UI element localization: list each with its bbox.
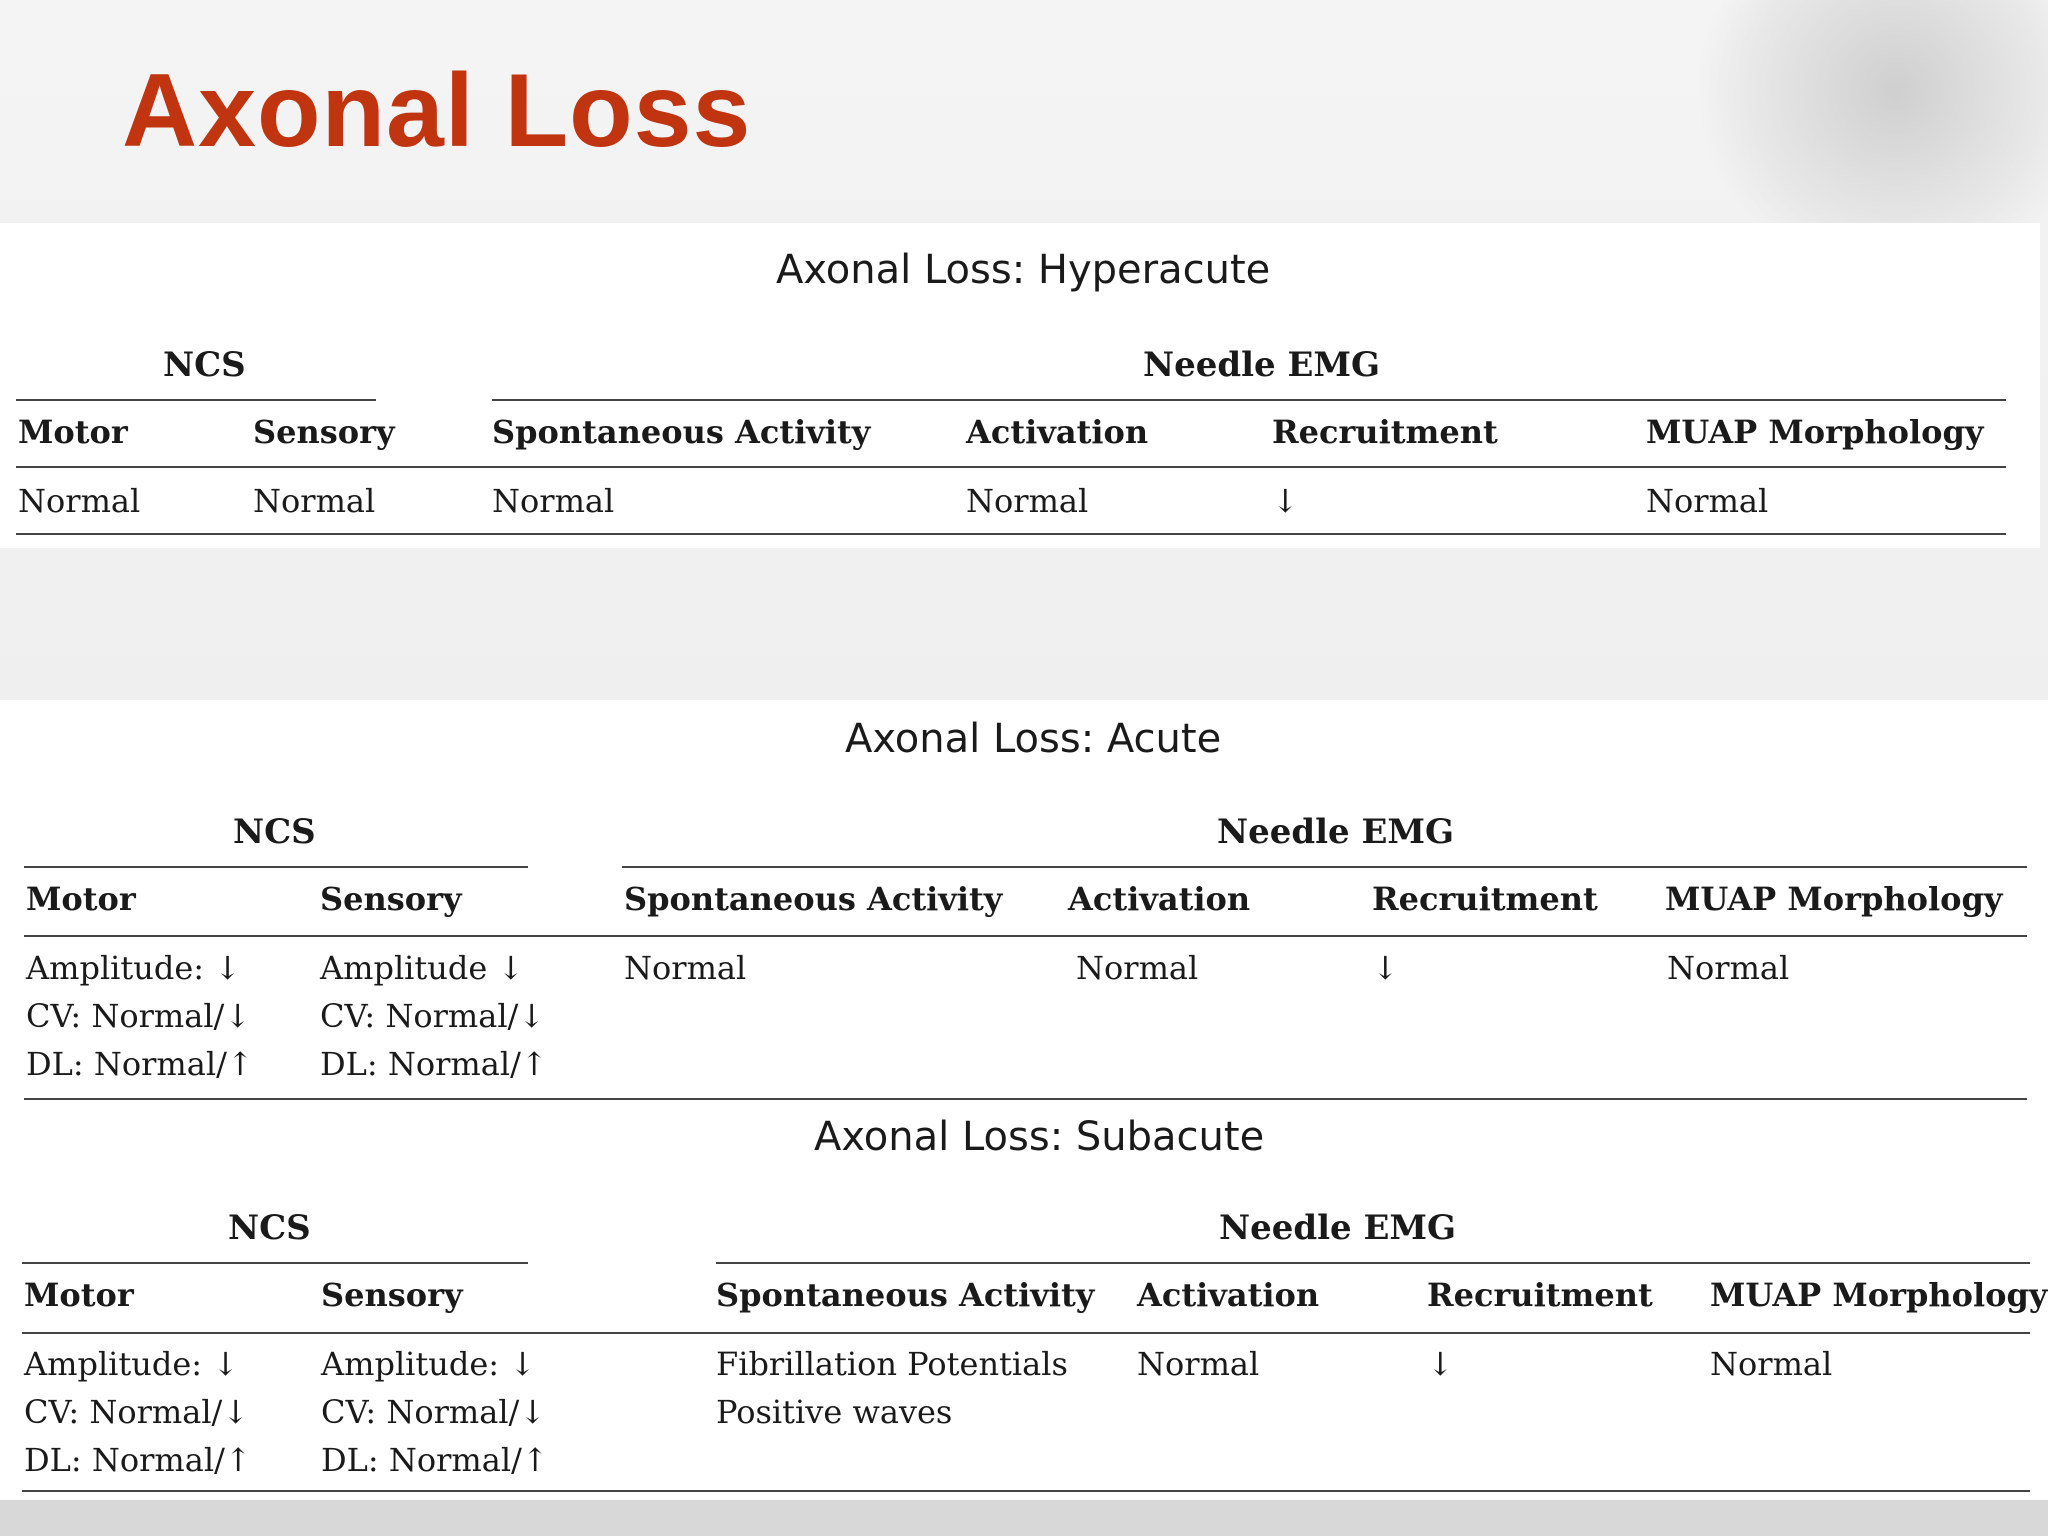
cell-recruitment: ↓ — [1372, 949, 1399, 987]
cell-line: Positive waves — [716, 1393, 953, 1431]
col-motor: Motor — [24, 1276, 134, 1314]
col-spontaneous: Spontaneous Activity — [624, 880, 1003, 918]
cell-muap: Normal — [1710, 1345, 1833, 1383]
col-motor: Motor — [18, 413, 128, 451]
cell-recruitment: ↓ — [1427, 1345, 1454, 1383]
ncs-group-label: NCS — [163, 345, 246, 385]
bottom-rule — [24, 1098, 2027, 1100]
subacute-table-title: Axonal Loss: Subacute — [814, 1114, 1265, 1160]
col-sensory: Sensory — [321, 1276, 463, 1314]
needle-emg-group-label: Needle EMG — [1219, 1208, 1457, 1248]
cell-line: DL: Normal/↑ — [321, 1441, 549, 1479]
col-sensory: Sensory — [320, 880, 462, 918]
cell-spontaneous — [716, 1340, 1068, 1436]
slide-title: Axonal Loss — [122, 53, 752, 169]
table-title: Axonal Loss: Hyperacute — [776, 247, 1271, 293]
col-spontaneous: Spontaneous Activity — [716, 1276, 1095, 1314]
col-recruitment: Recruitment — [1427, 1276, 1653, 1314]
cell-line: Amplitude: ↓ — [26, 949, 242, 987]
bottom-rule — [22, 1490, 2030, 1492]
cell-line: CV: Normal/↓ — [26, 997, 252, 1035]
cell-line: DL: Normal/↑ — [26, 1045, 254, 1083]
cell-motor — [24, 1340, 252, 1484]
needle-emg-group-label: Needle EMG — [1143, 345, 1381, 385]
cell-motor: Normal — [18, 482, 141, 520]
cell-activation: Normal — [1137, 1345, 1260, 1383]
cell-spontaneous: Normal — [624, 949, 747, 987]
ncs-rule — [16, 399, 376, 401]
col-muap: MUAP Morphology — [1710, 1276, 2048, 1314]
header-rule — [16, 466, 2006, 468]
cell-line: Amplitude: ↓ — [24, 1345, 240, 1383]
cell-line: Fibrillation Potentials — [716, 1345, 1068, 1383]
emg-rule — [716, 1262, 2030, 1264]
ncs-rule — [24, 866, 528, 868]
col-activation: Activation — [1137, 1276, 1320, 1314]
cell-sensory — [320, 944, 548, 1088]
cell-sensory: Normal — [253, 482, 376, 520]
cell-spontaneous: Normal — [492, 482, 615, 520]
cell-line: CV: Normal/↓ — [321, 1393, 547, 1431]
ncs-rule — [22, 1262, 528, 1264]
col-spontaneous: Spontaneous Activity — [492, 413, 871, 451]
header-rule — [22, 1332, 2030, 1334]
col-recruitment: Recruitment — [1272, 413, 1498, 451]
col-recruitment: Recruitment — [1372, 880, 1598, 918]
header-rule — [24, 935, 2027, 937]
cell-line: Amplitude: ↓ — [321, 1345, 537, 1383]
acute-subacute-panel — [0, 700, 2048, 1500]
ncs-group-label: NCS — [228, 1208, 311, 1248]
emg-rule — [492, 399, 2006, 401]
col-activation: Activation — [966, 413, 1149, 451]
acute-table-title: Axonal Loss: Acute — [845, 716, 1222, 762]
bottom-rule — [16, 533, 2006, 535]
cell-sensory — [321, 1340, 549, 1484]
gears-decoration — [1668, 0, 2048, 225]
needle-emg-group-label: Needle EMG — [1217, 812, 1455, 852]
ncs-group-label: NCS — [233, 812, 316, 852]
cell-activation: Normal — [1076, 949, 1199, 987]
cell-recruitment: ↓ — [1272, 482, 1299, 520]
hyperacute-table — [0, 223, 2040, 548]
cell-muap: Normal — [1667, 949, 1790, 987]
col-activation: Activation — [1068, 880, 1251, 918]
emg-rule — [622, 866, 2027, 868]
cell-activation: Normal — [966, 482, 1089, 520]
col-sensory: Sensory — [253, 413, 395, 451]
cell-line: CV: Normal/↓ — [24, 1393, 250, 1431]
cell-line: DL: Normal/↑ — [320, 1045, 548, 1083]
cell-line: Amplitude ↓ — [320, 949, 525, 987]
cell-muap: Normal — [1646, 482, 1769, 520]
cell-motor — [26, 944, 254, 1088]
col-motor: Motor — [26, 880, 136, 918]
col-muap: MUAP Morphology — [1665, 880, 2003, 918]
footer-bar — [0, 1500, 2048, 1536]
col-muap: MUAP Morphology — [1646, 413, 1984, 451]
cell-line: DL: Normal/↑ — [24, 1441, 252, 1479]
cell-line: CV: Normal/↓ — [320, 997, 546, 1035]
